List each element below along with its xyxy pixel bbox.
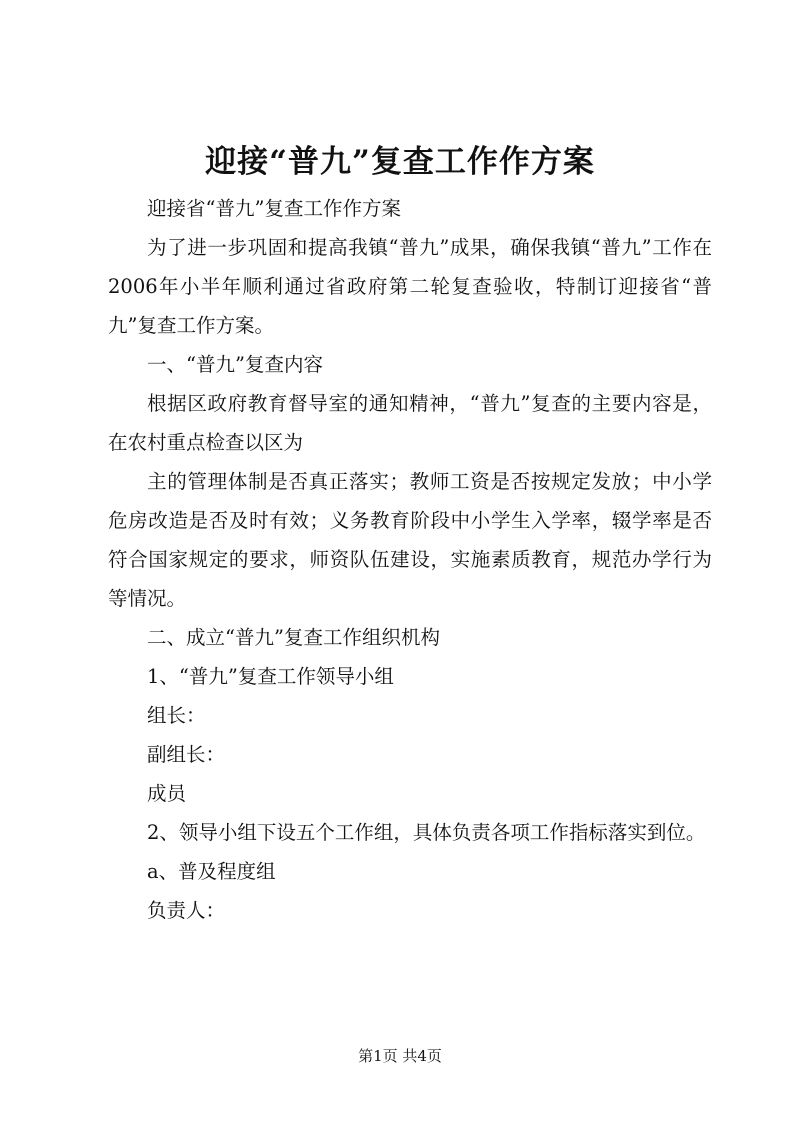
deputy-leader-line: 副组长：	[147, 743, 226, 766]
subsection-heading-2: 2、领导小组下设五个工作组，具体负责各项工作指标落实到位。	[147, 821, 706, 844]
paragraph-subtitle: 迎接省“普九”复查工作作方案	[147, 197, 401, 220]
paragraph-content-1: 根据区政府教育督导室的通知精神，“普九”复查的主要内容是，在农村重点检查以区为	[108, 392, 712, 454]
section-heading-2: 二、成立“普九”复查工作组织机构	[147, 626, 440, 649]
document-title: 迎接“普九”复查工作作方案	[205, 144, 595, 180]
paragraph-content-2: 主的管理体制是否真正落实；教师工资是否按规定发放；中小学危房改造是否及时有效；义务教育阶段中小学生入学率，辍学率是否符合国家规定的要求，师资队伍建设，实施素质教育，规范办学行为等情况。	[108, 470, 712, 610]
paragraph-intro: 为了进一步巩固和提高我镇“普九”成果，确保我镇“普九”工作在2006年小半年顺利通过省政府第二轮复查验收，特制订迎接省“普九”复查工作方案。	[108, 236, 712, 337]
section-heading-1: 一、“普九”复查内容	[147, 353, 323, 376]
group-a-heading: a、普及程度组	[147, 860, 276, 883]
document-body	[108, 189, 712, 930]
members-line: 成员	[147, 782, 187, 805]
responsible-person-line: 负责人：	[147, 899, 226, 922]
page-footer: 第1页 共4页	[358, 1047, 442, 1065]
subsection-heading-1: 1、“普九”复查工作领导小组	[147, 665, 394, 688]
leader-line: 组长：	[147, 704, 206, 727]
